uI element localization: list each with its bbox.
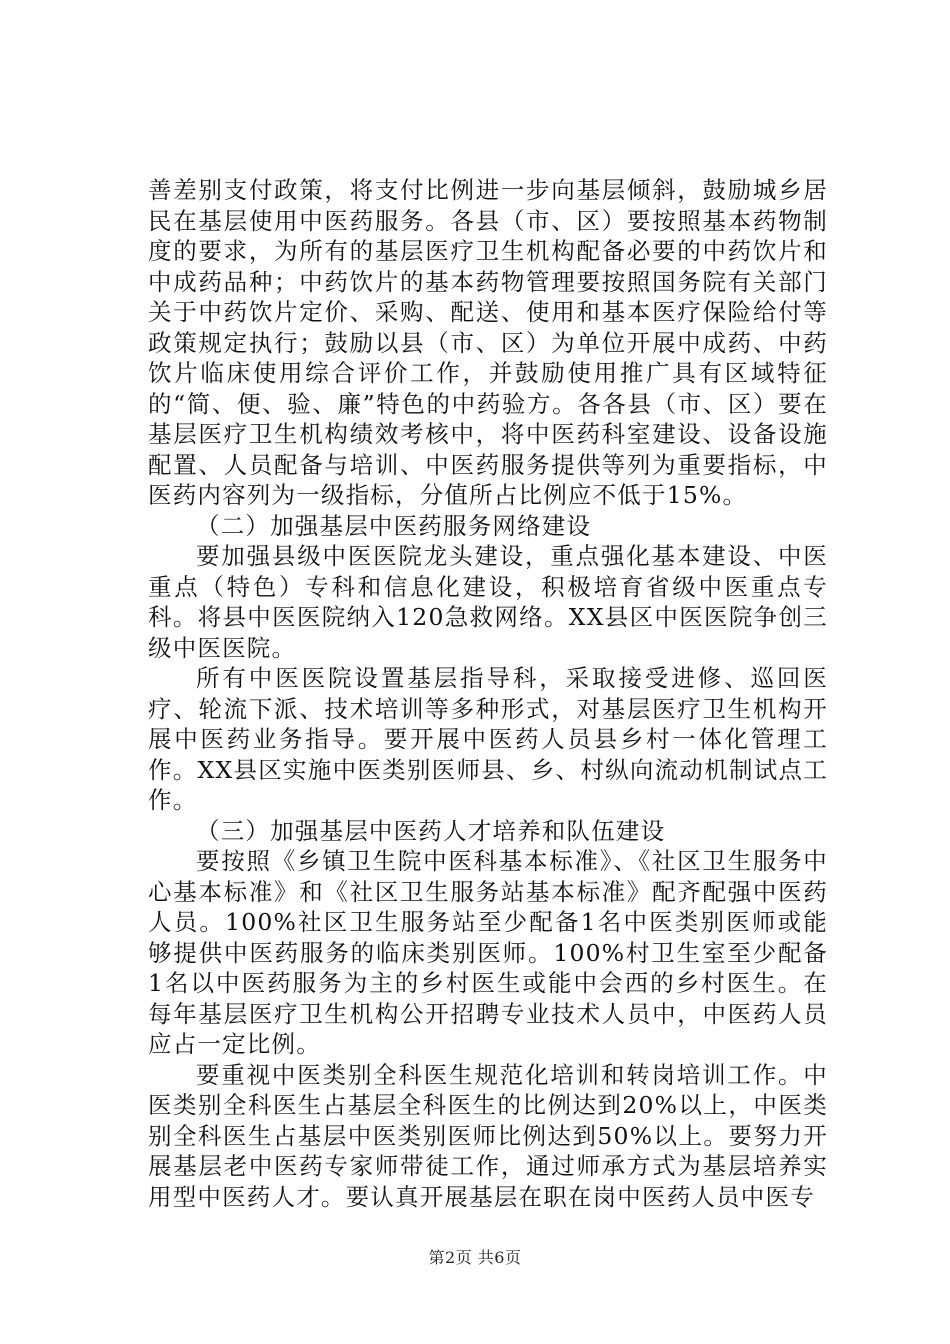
document-body bbox=[148, 175, 828, 1212]
paragraph-county-hospital: 要加强县级中医医院龙头建设，重点强化基本建设、中医重点（特色）专科和信息化建设，积极培育省级中医重点专科。将县中医医院纳入120急救网络。XX县区中医医院争创三级中医医院。 bbox=[148, 542, 828, 662]
paragraph-guidance: 所有中医医院设置基层指导科，采取接受进修、巡回医疗、轮流下派、技术培训等多种形式，对基层医疗卫生机构开展中医药业务指导。要开展中医药人员县乡村一体化管理工作。XX县区实施中医类别医师县、乡、村纵向流动机制试点工作。 bbox=[148, 664, 828, 814]
section-heading-3: （三）加强基层中医药人才培养和队伍建设 bbox=[196, 816, 666, 845]
paragraph-staffing: 要按照《乡镇卫生院中医科基本标准》、《社区卫生服务中心基本标准》和《社区卫生服务站基本标准》配齐配强中医药人员。100%社区卫生服务站至少配备1名中医类别医师或能够提供中医药服务的临床类别医师。100%村卫生室至少配备1名以中医药服务为主的乡村医生或能中会西的乡村医生。在每年基层医疗卫生机构公开招聘专业技术人员中，中医药人员应占一定比例。 bbox=[148, 847, 828, 1058]
page-number-footer: 第2页 共6页 bbox=[428, 1248, 522, 1267]
paragraph-training: 要重视中医类别全科医生规范化培训和转岗培训工作。中医类别全科医生占基层全科医生的比例达到20%以上，中医类别全科医生占基层中医类别医师比例达到50%以上。要努力开展基层老中医药专家师带徒工作，通过师承方式为基层培养实用型中医药人才。要认真开展基层在职在岗中医药人员中医专 bbox=[148, 1060, 828, 1211]
paragraph-continuation: 善差别支付政策，将支付比例进一步向基层倾斜，鼓励城乡居民在基层使用中医药服务。各县（市、区）要按照基本药物制度的要求，为所有的基层医疗卫生机构配备必要的中药饮片和中成药品种；中药饮片的基本药物管理要按照国务院有关部门关于中药饮片定价、采购、配送、使用和基本医疗保险给付等政策规定执行；鼓励以县（市、区）为单位开展中成药、中药饮片临床使用综合评价工作，并鼓励使用推广具有区域特征的“简、便、验、廉”特色的中药验方。各各县（市、区）要在基层医疗卫生机构绩效考核中，将中医药科室建设、设备设施配置、人员配备与培训、中医药服务提供等列为重要指标，中医药内容列为一级指标，分值所占比例应不低于15%。 bbox=[148, 176, 828, 509]
section-heading-2: （二）加强基层中医药服务网络建设 bbox=[196, 511, 592, 540]
